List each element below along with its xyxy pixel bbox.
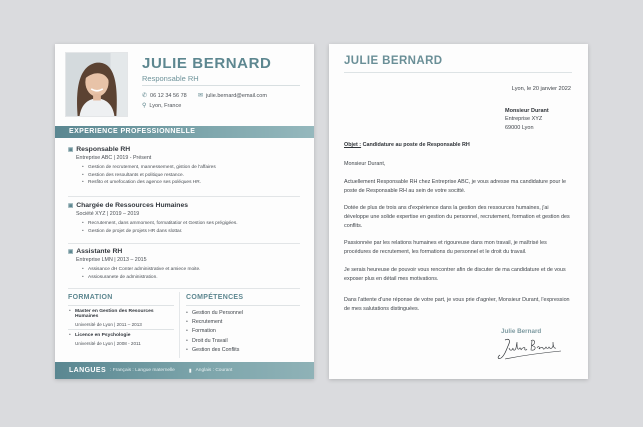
job-bullet: • Gestion de recrutement, mannessement, gistion de l'affaires xyxy=(82,164,300,172)
language-french: : Français : Langue maternelle xyxy=(110,368,175,373)
contact-email xyxy=(198,93,267,99)
job-title: ▣ Responsable RH xyxy=(68,146,131,153)
job-company: Entreprise ABC | 2019 - Présent xyxy=(76,155,152,161)
languages-band xyxy=(55,362,314,379)
formation-entry xyxy=(68,333,178,346)
job-title: ▣ Chargée de Ressources Humaines xyxy=(68,202,189,209)
job-bullets xyxy=(82,220,300,235)
contact-location xyxy=(142,103,181,109)
skills-heading: COMPÉTENCES xyxy=(186,294,244,301)
recipient-name: Monsieur Durant xyxy=(505,108,549,114)
letter-paragraph: Dotée de plus de trois ans d'expérience dans la gestion des ressources humaines, j'ai développe une solide expertise en gestion du personnel, recrutement, formation et gestion des conflits. xyxy=(344,205,570,229)
signature-name: Julie Bernard xyxy=(501,328,542,335)
job-bullet: • Resfito et umefocation des agence ses poléques HR. xyxy=(82,179,300,187)
cv-name: JULIE BERNARD xyxy=(142,55,272,72)
job-entry xyxy=(68,248,300,281)
recipient-company: Entreprise XYZ xyxy=(505,116,543,123)
letter-object xyxy=(344,141,574,150)
degree-title: • Master en Gestion des Resources Humaines xyxy=(68,309,178,319)
letter-header-divider xyxy=(344,72,572,73)
skill-item: • Droit du Travail xyxy=(185,337,243,346)
briefcase-icon: ▣ xyxy=(68,146,74,153)
letter-date: Lyon, le 20 janvier 2022 xyxy=(511,86,571,92)
letter-paragraph: Passionnée par les relations humaines et rigoureuse dans mon travail, je maîtrisé les procédures de recrutement, les formations du personnel et le droit du travail. xyxy=(344,240,547,255)
header-divider xyxy=(142,85,300,86)
job-entry xyxy=(68,146,300,187)
handwritten-signature xyxy=(495,336,565,364)
job-title: ▣ Assistante RH xyxy=(68,248,123,255)
languages-heading: LANGUES xyxy=(69,367,107,374)
skills-list xyxy=(185,309,243,355)
skill-item: • Recrutement xyxy=(185,318,243,327)
letter-paragraph: Je serais heureuse de pouvoir vous rencontrer afin de discuter de ma candidature et de vous exposer plus en détail mes motivations. xyxy=(344,267,566,282)
cv-page xyxy=(55,44,314,379)
job-divider xyxy=(68,288,300,289)
skills-divider xyxy=(186,305,300,306)
skill-item: • Gestion des Conflits xyxy=(185,346,243,355)
formation-divider xyxy=(68,329,174,330)
cover-letter-page xyxy=(329,44,588,379)
job-bullet: • Assisance dH Conter administrative et amiece moite. xyxy=(82,266,300,274)
degree-school: Université de Lyon | 2011 – 2013 xyxy=(75,322,142,327)
job-bullet: • Gestion des resoultants et politique restance. xyxy=(82,172,300,180)
job-company: Entreprise LMN | 2013 – 2015 xyxy=(76,257,147,263)
object-label: Objet : xyxy=(344,142,362,148)
formation-heading: FORMATION xyxy=(68,294,113,301)
map-pin-icon: ⚲ xyxy=(142,103,147,109)
job-divider xyxy=(68,243,300,244)
degree-title: • Licence en Psychologie xyxy=(68,333,178,338)
phone-text: 06 12 34 56 78 xyxy=(150,93,187,99)
object-text: Candidature au poste de Responsable RH xyxy=(361,142,470,148)
letter-paragraph: Actuellement Responsable RH chez Entreprise ABC, je vous adresse ma candidature pour le poste de Responsable RH au sein de votre socitté. xyxy=(344,179,567,194)
formation-entry xyxy=(68,309,178,327)
skill-item: • Formation xyxy=(185,327,243,336)
job-divider xyxy=(68,196,300,197)
letter-paragraph: Dans l'attente d'une réponse de votre part, je vous prie d'agréer, Monsieur Durant, l'expression de mes salutations distinguées. xyxy=(344,297,570,312)
profile-photo xyxy=(65,52,128,117)
skill-item: • Gestion du Personnel xyxy=(185,309,243,318)
recipient-address xyxy=(505,107,549,132)
job-bullet: • Gestion de projet de projets HR dans slottar. xyxy=(82,228,300,236)
briefcase-icon: ▣ xyxy=(68,202,74,209)
recipient-city: 69000 Lyon xyxy=(505,124,534,131)
experience-heading: EXPERIENCE PROFESSIONNELLE xyxy=(55,126,314,138)
cv-role: Responsable RH xyxy=(142,74,199,83)
letter-sender-name: JULIE BERNARD xyxy=(344,55,443,67)
portrait-image xyxy=(66,53,127,116)
job-bullets xyxy=(82,164,300,187)
formation-divider xyxy=(68,305,174,306)
document-icon: ▮ xyxy=(188,367,192,374)
job-company: Société XYZ | 2019 – 2019 xyxy=(76,211,140,217)
location-text: Lyon, France xyxy=(149,103,182,109)
job-entry xyxy=(68,202,300,235)
language-english: Anglais : Courant xyxy=(195,368,233,373)
email-text[interactable]: julie.bernard@email.com xyxy=(206,93,267,99)
phone-icon: ✆ xyxy=(142,93,148,99)
job-bullets xyxy=(82,266,300,281)
briefcase-icon: ▣ xyxy=(68,248,74,255)
letter-salutation: Monsieur Durant, xyxy=(344,161,386,167)
job-bullet: • Recrutement, dans ammoment, formatitatior et Gestion ses prégigées. xyxy=(82,220,300,228)
degree-school: Université de Lyon | 2008 - 2011 xyxy=(75,341,141,346)
contact-phone xyxy=(142,93,187,99)
column-divider xyxy=(179,292,180,358)
envelope-icon: ✉ xyxy=(198,93,204,99)
job-bullet: • Assiosuranete de administration. xyxy=(82,274,300,282)
